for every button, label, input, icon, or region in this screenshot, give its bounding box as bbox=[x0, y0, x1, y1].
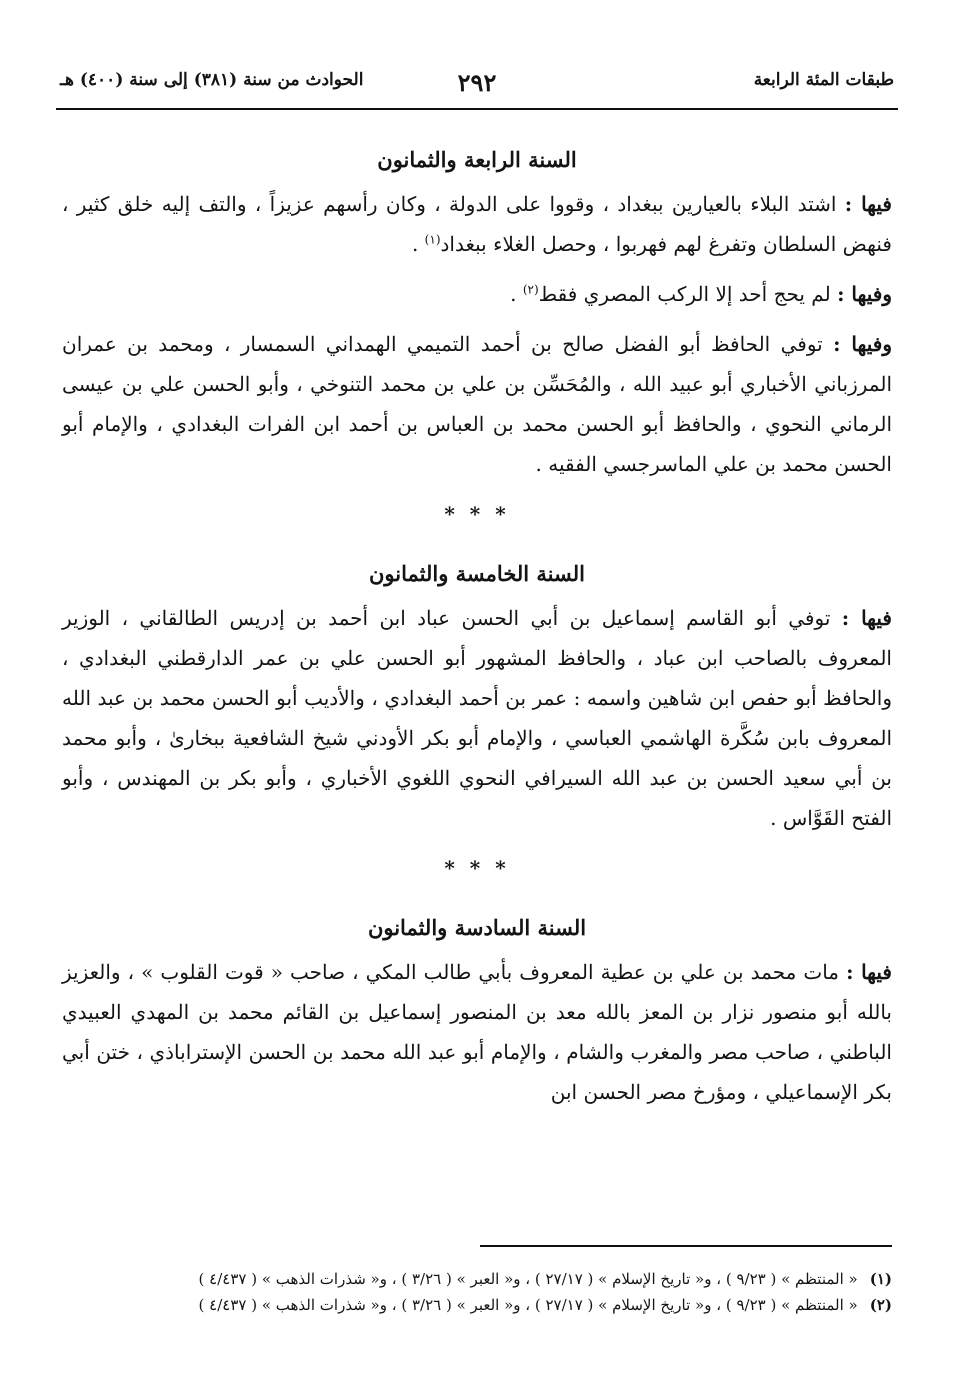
section-separator: * * * bbox=[444, 502, 510, 526]
section-heading-85: السنة الخامسة والثمانون bbox=[369, 561, 585, 586]
paragraph-lead: وفيها : bbox=[837, 282, 892, 306]
footnote bbox=[62, 1292, 892, 1318]
section-separator: * * * bbox=[444, 856, 510, 880]
footnote-text: « المنتظم » ( ٩/٢٣ ) ، و« تاريخ الإسلام » ( ٢٧/١٧ ) ، و« العبر » ( ٣/٢٦ ) ، و« شذرات الذهب » ( ٤/٤٣٧ ) bbox=[198, 1296, 858, 1314]
footnote-ref[interactable]: (١) bbox=[424, 232, 441, 247]
page-number: ٢٩٢ bbox=[457, 68, 497, 97]
paragraph bbox=[62, 324, 892, 484]
section-heading-84: السنة الرابعة والثمانون bbox=[377, 147, 577, 172]
paragraph-text: توفي أبو القاسم إسماعيل بن أبي الحسن عباد ابن أحمد بن إدريس الطالقاني ، الوزير المعروف بالصاحب ابن عباد ، والحافظ المشهور أبو الحسن علي بن عمر الدارقطني البغدادي ، والحافظ أبو حفص ابن شاهين واسمه : عمر بن أحمد البغدادي ، والأديب أبو الحسن محمد بن عبد الله المعروف بابن سُكَّرة الهاشمي العباسي ، والإمام أبو بكر الأودني شيخ الشافعية ببخارىٰ ، وأبو محمد بن أبي سعيد الحسن بن عبد الله السيرافي النحوي اللغوي الأخباري ، وأبو بكر بن المهندس ، وأبو الفتح القَوَّاس . bbox=[62, 606, 892, 830]
header-chapter-title: الحوادث من سنة (٣٨١) إلى سنة (٤٠٠) هـ bbox=[60, 70, 364, 90]
paragraph bbox=[62, 274, 892, 314]
paragraph-lead: فيها : bbox=[841, 606, 892, 630]
section-heading-86: السنة السادسة والثمانون bbox=[367, 915, 587, 940]
footnote bbox=[62, 1266, 892, 1292]
paragraph-lead: فيها : bbox=[844, 192, 892, 216]
paragraph-lead: وفيها : bbox=[833, 332, 892, 356]
paragraph bbox=[62, 598, 892, 838]
running-header bbox=[60, 70, 894, 104]
paragraph-end: . bbox=[411, 232, 425, 256]
paragraph-end: . bbox=[510, 282, 523, 306]
footnote-text: « المنتظم » ( ٩/٢٣ ) ، و« تاريخ الإسلام » ( ٢٧/١٧ ) ، و« العبر » ( ٣/٢٦ ) ، و« شذرات الذهب » ( ٤/٤٣٧ ) bbox=[198, 1270, 858, 1288]
paragraph-text: لم يحج أحد إلا الركب المصري فقط bbox=[538, 282, 838, 306]
main-text bbox=[62, 140, 892, 1122]
footnotes bbox=[62, 1266, 892, 1318]
header-rule bbox=[56, 108, 898, 110]
paragraph-text: مات محمد بن علي بن عطية المعروف بأبي طالب المكي ، صاحب « قوت القلوب » ، والعزيز بالله أبو منصور نزار بن المعز بالله معد بن المنصور إسماعيل بن القائم محمد بن المهدي العبيدي الباطني ، صاحب مصر والمغرب والشام ، والإمام أبو عبد الله محمد بن الحسن الإستراباذي ، ختن أبي بكر الإسماعيلي ، ومؤرخ مصر الحسن ابن bbox=[62, 960, 892, 1104]
paragraph-text: توفي الحافظ أبو الفضل صالح بن أحمد التميمي الهمداني السمسار ، ومحمد بن عمران المرزباني الأخباري أبو عبيد الله ، والمُحَسِّن بن علي بن محمد التنوخي ، وأبو الحسن علي بن عيسى الرماني النحوي ، والحافظ أبو الحسن محمد بن العباس بن أحمد ابن الفرات البغدادي ، والإمام أبو الحسن محمد بن علي الماسرجسي الفقيه . bbox=[62, 332, 892, 476]
header-book-title: طبقات المئة الرابعة bbox=[753, 70, 894, 90]
paragraph-lead: فيها : bbox=[846, 960, 892, 984]
footnote-number: (٢) bbox=[869, 1296, 892, 1314]
paragraph bbox=[62, 952, 892, 1112]
footnote-rule bbox=[480, 1245, 892, 1247]
paragraph bbox=[62, 184, 892, 264]
paragraph-text: اشتد البلاء بالعيارين ببغداد ، وقووا على الدولة ، وكان رأسهم عزيزاً ، والتف إليه خلق كثير ، فنهض السلطان وتفرغ لهم فهربوا ، وحصل الغلاء ببغداد bbox=[62, 192, 892, 256]
footnote-number: (١) bbox=[869, 1270, 892, 1288]
footnote-ref[interactable]: (٢) bbox=[522, 282, 539, 297]
